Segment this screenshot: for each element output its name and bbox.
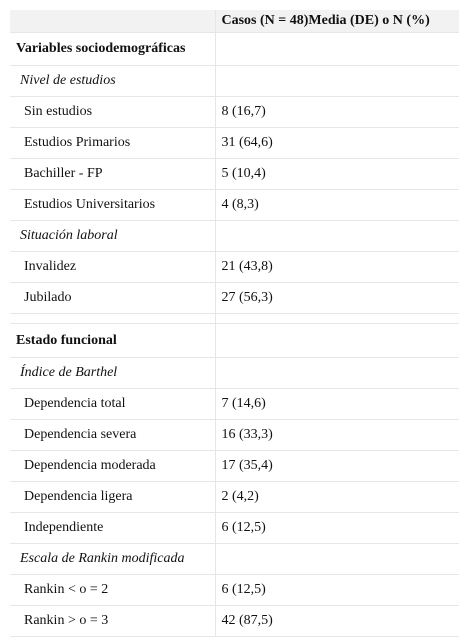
row-value: 31 (64,6) <box>215 128 459 159</box>
row-label: Invalidez <box>10 252 215 283</box>
section-title: Variables sociodemográficas <box>10 33 215 66</box>
group-value <box>215 544 459 575</box>
row-value: 6 (12,5) <box>215 575 459 606</box>
row-value: 7 (14,6) <box>215 389 459 420</box>
group-row <box>10 221 459 252</box>
group-value <box>215 221 459 252</box>
table-row <box>10 128 459 159</box>
group-value <box>215 66 459 97</box>
spacer-cell <box>10 314 215 324</box>
group-row <box>10 358 459 389</box>
group-title: Nivel de estudios <box>10 66 215 97</box>
row-label: Estudios Primarios <box>10 128 215 159</box>
row-label: Rankin < o = 2 <box>10 575 215 606</box>
row-label: Dependencia ligera <box>10 482 215 513</box>
group-row <box>10 544 459 575</box>
spacer-row <box>10 314 459 324</box>
table-row <box>10 252 459 283</box>
table-row <box>10 451 459 482</box>
row-value: 42 (87,5) <box>215 606 459 637</box>
section-row <box>10 324 459 358</box>
section-value <box>215 324 459 358</box>
section-row <box>10 33 459 66</box>
table-row <box>10 482 459 513</box>
group-title: Escala de Rankin modificada <box>10 544 215 575</box>
row-value: 17 (35,4) <box>215 451 459 482</box>
table-row <box>10 190 459 221</box>
row-value: 2 (4,2) <box>215 482 459 513</box>
data-table <box>10 10 459 637</box>
table-row <box>10 513 459 544</box>
table-row <box>10 606 459 637</box>
table-row <box>10 420 459 451</box>
table-header-row <box>10 10 459 33</box>
row-label: Dependencia total <box>10 389 215 420</box>
group-title: Situación laboral <box>10 221 215 252</box>
row-value: 6 (12,5) <box>215 513 459 544</box>
table-body <box>10 33 459 637</box>
row-label: Independiente <box>10 513 215 544</box>
section-value <box>215 33 459 66</box>
spacer-cell <box>215 314 459 324</box>
table-row <box>10 283 459 314</box>
group-row <box>10 66 459 97</box>
row-label: Sin estudios <box>10 97 215 128</box>
row-value: 4 (8,3) <box>215 190 459 221</box>
row-label: Rankin > o = 3 <box>10 606 215 637</box>
row-value: 21 (43,8) <box>215 252 459 283</box>
row-value: 16 (33,3) <box>215 420 459 451</box>
header-cell-value: Casos (N = 48)Media (DE) o N (%) <box>215 10 459 33</box>
row-label: Dependencia severa <box>10 420 215 451</box>
row-label: Bachiller - FP <box>10 159 215 190</box>
row-label: Jubilado <box>10 283 215 314</box>
group-value <box>215 358 459 389</box>
header-cell-label <box>10 10 215 33</box>
row-value: 8 (16,7) <box>215 97 459 128</box>
row-value: 27 (56,3) <box>215 283 459 314</box>
data-table-container <box>10 10 459 637</box>
row-value: 5 (10,4) <box>215 159 459 190</box>
table-row <box>10 97 459 128</box>
row-label: Dependencia moderada <box>10 451 215 482</box>
table-row <box>10 389 459 420</box>
table-row <box>10 159 459 190</box>
table-row <box>10 575 459 606</box>
group-title: Índice de Barthel <box>10 358 215 389</box>
row-label: Estudios Universitarios <box>10 190 215 221</box>
section-title: Estado funcional <box>10 324 215 358</box>
